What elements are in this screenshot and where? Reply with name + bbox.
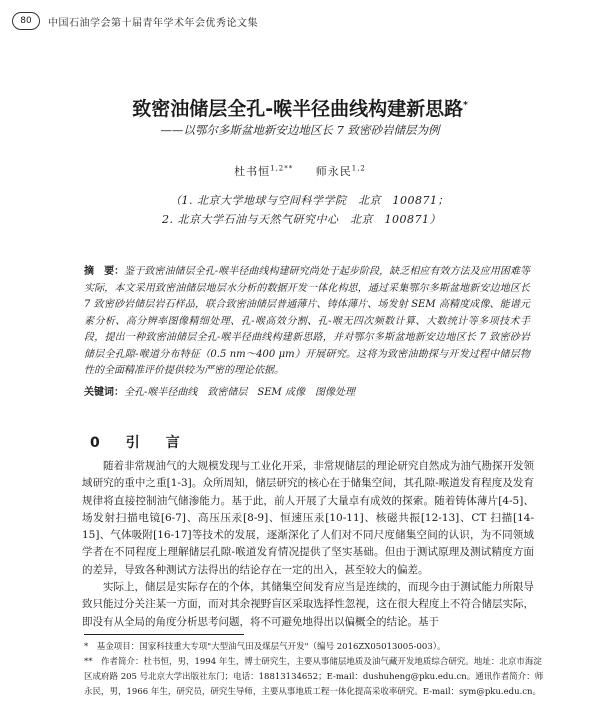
paragraph: 实际上，储层是实际存在的个体，其储集空间发育应当是连续的，而现今由于测试能力所限导致只能过分关注某一方面，而对其余视野盲区采取选择性忽视，这在很大程度上不符合储层实际，即没有从全局的角度分析思考问题，将不可避免地得出以偏概全的结论。基于	[82, 581, 534, 628]
page-number: 80	[12, 12, 40, 30]
abstract-text: 鉴于致密油储层全孔-喉半径曲线构建研究尚处于起步阶段，缺乏相应有效方法及应用困难等实际，本文采用致密油储层地层水分析的数据开发一体化构思，通过采集鄂尔多斯盆地新安边地区长 7 致密砂岩储层岩石样品，联合致密油储层普通薄片、铸体薄片、场发射 SEM 高精度成像、能谱元素分析、高分辨率图像精细处理、孔-喉高效分割、孔-喉无四次频数计算、大数统计等多项技术手段，提出一种致密油储层全孔-喉半径曲线构建新思路，并对鄂尔多斯盆地新安边地区长 7 致密砂岩储层全孔隙-喉道分布特征（0.5 nm～400 μm）开展研究。这将为致密油勘探与开发过程中储层物性的全面精准评价提供较为严密的理论依据。	[84, 266, 531, 376]
author-name: 杜书恒	[234, 165, 271, 178]
section-heading: 0 引 言	[90, 435, 186, 451]
keywords-text: 全孔-喉半径曲线 致密储层 SEM 成像 图像处理	[124, 387, 355, 398]
paper-subtitle: ——以鄂尔多斯盆地新安边地区长 7 致密砂岩储层为例	[160, 123, 440, 137]
footnote-divider	[84, 634, 244, 635]
affiliation-1: （1. 北京大学地球与空间科学学院 北京 100871；	[170, 194, 449, 207]
journal-title: 中国石油学会第十届青年学术年会优秀论文集	[48, 17, 258, 29]
author-list	[0, 163, 600, 179]
title-footnote-mark: *	[463, 100, 468, 111]
keywords	[84, 383, 530, 398]
paragraph: 随着非常规油气的大规模发现与工业化开采，非常规储层的理论研究自然成为油气勘探开发领域研究的重中之重[1-3]。众所周知，储层研究的核心在于储集空间，其孔隙-喉道发育程度及发育规律将直接控制油气储渗能力。基于此，前人开展了大量卓有成效的探索。随着铸体薄片[4-5]、场发射扫描电镜[6-7]、高压压汞[8-9]、恒速压汞[10-11]、核磁共振[12-13]、CT 扫描[14-15]、气体吸附[16-17]等技术的发展，逐渐深化了人们对不同尺度储集空间的认识，为不同领域学者在不同程度上理解储层孔隙-喉道发育情况提供了坚实基础。但由于测试原理及测试精度方面的差异，导致各种测试方法得出的结论存在一定的出入，甚至较大的偏差。	[82, 460, 534, 576]
abstract-label: 摘 要：	[84, 266, 125, 277]
footnote-author: ** 作者简介：杜书恒，男，1994 年生，博士研究生，主要从事储层地质及油气藏开发地质综合研究。地址：北京市海淀区成府路 205 号北京大学出版社东门；电话：18813134652；E-mail：dushuheng@pku.edu.cn。通讯作者简介：师永民，男，1966 年生，研究员，研究生导师，主要从事地质工程一体化提高采收率研究。E-mail：sym@pku.edu.cn。	[84, 657, 544, 697]
abstract	[84, 264, 530, 380]
paper-title-text: 致密油储层全孔-喉半径曲线构建新思路	[132, 98, 464, 120]
footnotes	[84, 640, 544, 700]
keywords-label: 关键词：	[84, 387, 124, 398]
author-sup: 1,2	[351, 164, 366, 173]
footnote-funding: * 基金项目：国家科技重大专项"大型油气田及煤层气开发"（编号 2016ZX05013005-003）。	[84, 642, 446, 652]
running-head	[12, 10, 592, 32]
paper-title	[0, 94, 600, 121]
author-sup: 1,2**	[270, 164, 294, 173]
affiliation-2: 2. 北京大学石油与天然气研究中心 北京 100871）	[162, 213, 441, 226]
body-text	[82, 458, 534, 631]
author-name: 师永民	[315, 165, 352, 178]
